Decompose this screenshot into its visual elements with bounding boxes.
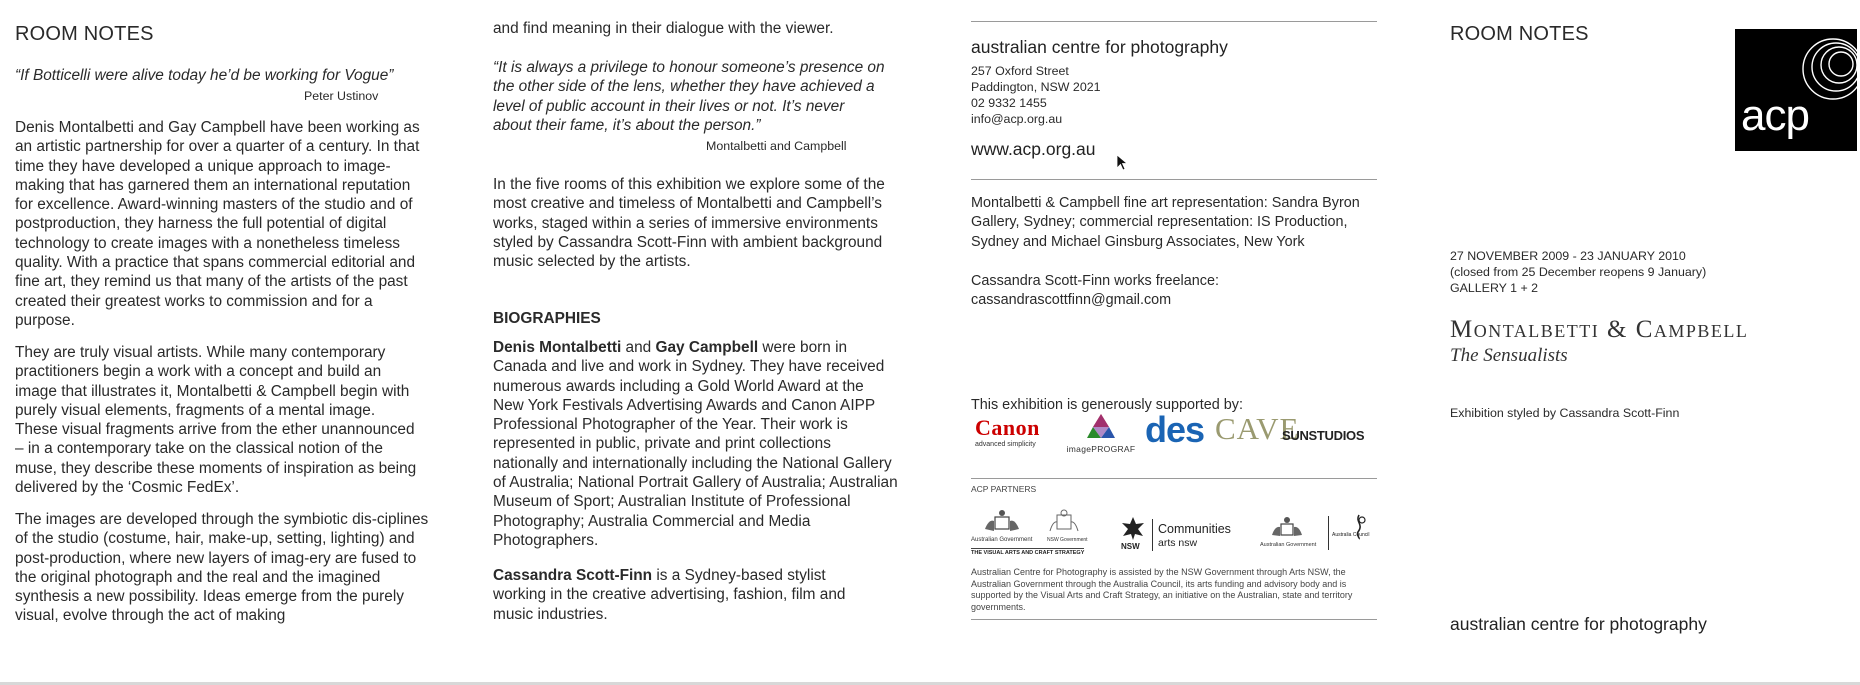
exhibition-dates: 27 NOVEMBER 2009 - 23 JANUARY 2010 — [1450, 249, 1686, 263]
footer-org-name: australian centre for photography — [1450, 614, 1707, 634]
funding-fine-print: Australian Centre for Photography is assisted by the NSW Government through Arts NSW, the Australian Government through the Australia Council, its arts funding and advisory body and is supported by the Visual Arts and Craft Strategy, an initiative on the Australian, state and territory governments. — [971, 567, 1353, 612]
canon-wordmark: Canon — [975, 415, 1040, 440]
cave-logo: CAVE — [1215, 411, 1300, 446]
artists-quote-author: Montalbetti and Campbell — [706, 139, 847, 153]
epigraph-author: Peter Ustinov — [304, 89, 379, 103]
des-logo: des — [1145, 409, 1205, 450]
visual-arts-label: THE VISUAL ARTS AND CRAFT STRATEGY — [971, 550, 1085, 556]
rule-after-website — [971, 179, 1377, 180]
bio-name-gay: Gay Campbell — [655, 339, 759, 356]
imageprograf-logo — [1065, 413, 1137, 454]
column-3 — [971, 0, 1378, 685]
nsw-gov-label: NSW Government — [1047, 537, 1088, 543]
visual-artists-paragraph: They are truly visual artists. While many contemporary practitioners begin a work with a concept and build an image that illustrates it, Montalbetti & Campbell begin with purely visual elements, fragments of a mental image. These visual fragments arrive from the ether unannounced – in a contemporary take on the classical notion of the muse, they describe these moments of inspiration as being delivered by the ‘Cosmic FedEx’. — [15, 344, 417, 497]
coat-of-arms-icon-2 — [1270, 516, 1304, 540]
images-paragraph: The images are developed through the symbiotic dis-ciplines of the studio (costume, hair, make-up, setting, lighting) and post-production, where new layers of imag-ery are fused to the original photograph and the real and the imagined synthesis a new possibility. Ideas emerge from the purely visual, evolve through the act of making — [15, 511, 429, 625]
closed-note: (closed from 25 December reopens 9 January) — [1450, 265, 1707, 279]
column-4 — [1450, 0, 1860, 685]
exhibition-subtitle: The Sensualists — [1450, 345, 1568, 366]
styled-by-text: Exhibition styled by Cassandra Scott-Finn — [1450, 406, 1680, 420]
freelance-line: Cassandra Scott-Finn works freelance: — [971, 273, 1219, 289]
rule-partners — [971, 478, 1377, 479]
address-block — [971, 63, 1271, 127]
communities-label: Communities — [1158, 522, 1231, 536]
artists-quote: “It is always a privilege to honour someone’s presence on the other side of the lens, whether they have achieved a level of public account in their lives or not. It’s never about their fame, it’s about the person.” — [493, 59, 885, 134]
bio-text-stylist: is a Sydney-based stylist working in the creative advertising, fashion, film and music industries. — [493, 567, 846, 623]
nsw-label: NSW — [1121, 542, 1140, 551]
bio-text-artists: were born in Canada and live and work in Sydney. They have received numerous awards including a Gold World Award at the New York Festivals Advertising Awards and Canon AIPP Professional Photographer of the Year. Their work is represented in public, private and print collections nationally and internationally including the National Gallery of Australia; National Portrait Gallery of Australia; Australian Museum of Sport; Australian Institute of Professional Photography; Australia Commercial and Media Photographers. — [493, 339, 898, 549]
imageprograf-icon — [1087, 413, 1115, 439]
aus-gov-label-2: Australian Government — [1260, 542, 1317, 548]
bio-name-denis: Denis Montalbetti — [493, 339, 622, 356]
address-phone: 02 9332 1455 — [971, 96, 1047, 110]
aus-gov-label: Australian Government — [971, 537, 1033, 543]
room-notes-heading: ROOM NOTES — [15, 23, 154, 45]
rule-top — [971, 21, 1377, 22]
exhibition-title: Montalbetti & Campbell — [1450, 316, 1749, 343]
address-street: 257 Oxford Street — [971, 64, 1069, 78]
council-divider — [1328, 516, 1329, 550]
biographies-heading: BIOGRAPHIES — [493, 310, 601, 327]
rule-bottom — [971, 619, 1377, 620]
aus-gov-logo — [971, 509, 1086, 559]
arts-nsw-label: arts nsw — [1158, 537, 1198, 549]
sunstudios-logo: SUNSTUDIOS — [1282, 428, 1365, 443]
room-notes-heading-cover: ROOM NOTES — [1450, 23, 1589, 45]
acp-wordmark: acp — [1741, 91, 1809, 140]
address-suburb: Paddington, NSW 2021 — [971, 80, 1101, 94]
waratah-icon — [1118, 515, 1148, 541]
nsw-logo — [1118, 515, 1243, 557]
mouse-cursor-icon — [1116, 154, 1130, 172]
intro-paragraph: Denis Montalbetti and Gay Campbell have been working as an artistic partnership for over a quarter of a century. In that time they have developed a unique approach to image-making that has garnered them an international reputation for excellence. Award-winning masters of the studio and of postproduction, they harness the full potential of digital technology to create images with a nonetheless timeless quality. With a practice that spans commercial editorial and fine art, they remind us that many of the artists of the past created their greatest works to commission and for a purpose. — [15, 119, 420, 329]
freelance-email[interactable]: cassandrascottfinn@gmail.com — [971, 292, 1172, 308]
partners-label: ACP PARTNERS — [971, 484, 1037, 494]
nsw-crest-icon — [1049, 509, 1079, 535]
gallery-label: GALLERY 1 + 2 — [1450, 281, 1539, 295]
aus-council-logo — [1260, 514, 1378, 556]
nsw-divider — [1152, 519, 1153, 551]
biography-artists — [493, 338, 898, 550]
continuation-text: and find meaning in their dialogue with the viewer. — [493, 20, 834, 37]
epigraph-quote: “If Botticelli were alive today he’d be working for Vogue” — [15, 67, 394, 84]
acp-logo — [1735, 29, 1857, 151]
representation-text: Montalbetti & Campbell fine art representation: Sandra Byron Gallery, Sydney; commercial representation: IS Production, Sydney and Michael Ginsburg Associates, New York — [971, 195, 1360, 250]
org-name: australian centre for photography — [971, 37, 1228, 57]
biography-stylist — [493, 566, 878, 624]
address-email[interactable]: info@acp.org.au — [971, 112, 1063, 126]
rooms-paragraph: In the five rooms of this exhibition we explore some of the most creative and timeless of Montalbetti and Campbell’s works, staged within a series of immersive environments styled by Cassandra Scott-Finn with ambient background music selected by the artists. — [493, 176, 885, 271]
coat-of-arms-icon — [983, 509, 1021, 535]
supported-by-text: This exhibition is generously supported by: — [971, 397, 1243, 413]
bio-and: and — [621, 339, 656, 356]
website-link[interactable]: www.acp.org.au — [971, 139, 1096, 159]
bio-name-cassandra: Cassandra Scott-Finn — [493, 567, 653, 584]
canon-logo — [975, 416, 1055, 448]
aus-council-label: Australia Council — [1332, 532, 1370, 538]
canon-tagline: advanced simplicity — [975, 441, 1036, 448]
imageprograf-wordmark: imagePROGRAF — [1066, 444, 1136, 454]
